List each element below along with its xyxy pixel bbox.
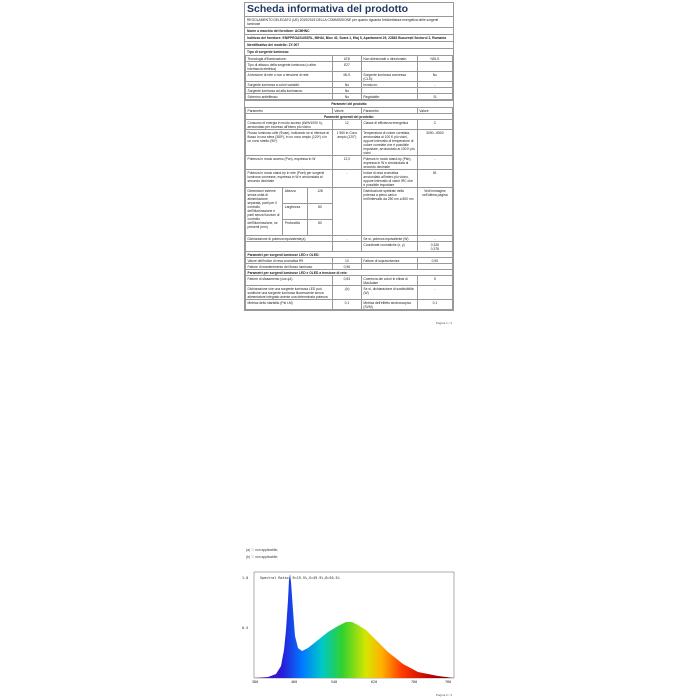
height-label: Altezza [283,188,308,204]
spec-row [246,242,453,252]
footnote-b: (b) '-': non applicabile; [246,555,279,559]
x-tick: 620 [371,680,378,684]
param-label: Potenza in modo stand-by (Psb), espressa in W e arrotondata al secondo decimale [361,156,417,170]
spd-value: Vedi immagine nell'ultima pagina [417,188,452,236]
depth-value: 80 [308,220,333,236]
param-value: - [332,170,361,188]
param-label: Tipo di attacco della sorgente luminosa (o altra interfaccia elettrica) [246,62,333,72]
sheet-body [244,16,454,311]
y-tick: 0.5 [242,626,249,630]
col-header: Valore [332,108,361,114]
param-value: 0,53 [332,276,361,286]
param-value: 0,90 [417,258,452,264]
param-label: Dichiarazione di potenza equivalente(a) [246,236,333,242]
col-header: Parametro [361,108,417,114]
param-label: Metrica dello sfarfallio (Pst LM) [246,300,333,310]
led-params-header: Parametri per sorgenti luminose LED e OLED: [246,252,453,258]
x-tick: 540 [331,680,338,684]
param-label: Involucro: [361,82,417,88]
general-params-header: Parametri generali del prodotto: [246,114,453,120]
param-label: Sorgente luminosa ad alta luminanza: [246,88,333,94]
dims-label: Dimensioni esterne senza unità di alimentazione separata, parti per il controllo dell'illuminazione e parti senza funzioni di controllo dell'illuminazione, se presenti (mm) [246,188,283,236]
x-tick: 460 [291,680,298,684]
supplier-address: Indirizzo del fornitore: ENIFPEGASUSSRL, MIHAI, Bloc 42, Scara 1, Etaj 5, Apartament 29, 22882 București Sectorul 2, Romania [245,34,453,41]
param-label [246,242,333,252]
param-label: Tecnologia d'illuminazione: [246,56,333,62]
param-label [361,62,417,72]
params-table [245,107,453,310]
spec-row [246,130,453,156]
param-value: 12 [332,120,361,130]
y-tick: 1.0 [242,576,249,580]
x-tick: 780 [445,680,452,684]
param-label: Se sì, dichiarazione di sostituibilità (W) [361,286,417,300]
param-value: - [332,236,361,242]
width-label: Larghezza [283,204,308,220]
param-label: Indice di resa cromatica arrotondato all'intero più vicino, oppure intervallo di valori IRC che è possibile impostare [361,170,417,188]
param-label: Fattore di sopravvivenza [361,258,417,264]
param-label: Potenza in modo acceso (Pon), espressa in W [246,156,333,170]
param-value: MLS [332,72,361,82]
mains-params-header: Parametri per sorgenti luminose LED e OLED a tensione di rete: [246,270,453,276]
param-label: A tensione di rete o non a tensione di rete: [246,72,333,82]
param-value: 10 [332,258,361,264]
param-label: Sorgente luminosa a colori variabili: [246,82,333,88]
params-header: Parametri del prodotto [245,100,453,107]
page-number-1: Pagina 1 / 4 [436,321,453,325]
spec-row [246,300,453,310]
param-value: 12,0 [332,156,361,170]
param-label: Coordinate cromatiche (x, y) [361,242,417,252]
col-header: Parametro [246,108,333,114]
height-value: 128 [308,188,333,204]
param-value: 1 960 in Cono ampio (120°) [332,130,361,156]
param-label: Coerenza dei colori in ellissi di MacAdam [361,276,417,286]
param-label: Classe di efficienza energetica [361,120,417,130]
footnote-a: (a) '-': non applicabile; [246,548,279,552]
spec-row [246,276,453,286]
col-header: Valore [417,108,452,114]
model-id: Identificativo del modello: ZY-007 [245,41,453,48]
param-label: Fattore di sfasamento (cos φ1) [246,276,333,286]
param-label: Regolabile: [361,94,417,100]
param-label: Metrica dell'effetto stroboscopico (SVM) [361,300,417,310]
param-value: No [417,72,452,82]
spectrum-chart [238,570,458,690]
param-value: E27 [332,62,361,72]
regulation-text: REGOLAMENTO DELEGATO (UE) 2019/2015 DELLA COMMISSIONE per quanto riguarda l'etichettatura energetica delle sorgenti luminose [245,16,453,27]
param-value: No [332,82,361,88]
param-label: Non direzionale o direzionale: [361,56,417,62]
param-value: No [332,88,361,94]
param-value: 0,1 [332,300,361,310]
param-value: 3000...6500 [417,130,452,156]
spec-row [246,156,453,170]
param-value: 0,1 [417,300,452,310]
param-value: NDLS [417,56,452,62]
param-label: Temperatura di colore correlata, arrotondata ai 100 K più vicini, oppure intervallo di temperature di colore correlate che è possibile impostare, arrotondato ai 100 K più vicini [361,130,417,156]
param-label: Fattore di mantenimento del flusso luminoso [246,264,333,270]
param-value: Sì [417,94,452,100]
product-info-sheet [244,2,454,311]
spec-row [246,62,453,72]
param-value: 5 [417,276,452,286]
param-value: - [417,236,452,242]
param-label: Schermo antiriflesso: [246,94,333,100]
param-label: Sorgente luminosa connessa (CLS): [361,72,417,82]
param-value: No [332,94,361,100]
page-number-2: Pagina 2 / 4 [436,693,453,697]
param-label: Dichiarazione che una sorgente luminosa LED può sostituire una sorgente luminosa fluorescente senza alimentatore integrato avente una determinata potenza [246,286,333,300]
param-value: 0,326 0,378 [417,242,452,252]
param-value: 81 [417,170,452,188]
param-value [332,242,361,252]
width-value: 80 [308,204,333,220]
x-tick: 700 [411,680,418,684]
param-value: -(b) [332,286,361,300]
param-value: C [417,120,452,130]
param-label: Flusso luminoso utile (Φuse), indicando se si riferisce al flusso in una sfera (360º), in un cono ampio (120º) o in un cono stretto (90º) [246,130,333,156]
param-value: 0,96 [332,264,361,270]
light-type-header: Tipo di sorgente luminosa: [245,48,453,55]
spd-label: Distribuzione spettrale della potenza a pieno carico nell'intervallo da 250 nm a 800 nm [361,188,417,236]
spectral-ratio: Spectral Ratio: R=19.5%,G=49.9%,B=30.5% [260,576,340,580]
spec-row [246,286,453,300]
param-label: Potenza in modo stand-by in rete (Pnet) per sorgenti luminose connesse, espressa in W e arrotondata al secondo decimale [246,170,333,188]
dims-row [246,188,453,204]
sheet-title: Scheda informativa del prodotto [244,2,454,16]
param-label: Valore dell'indice di resa cromatica R9 [246,258,333,264]
param-label: Consumo di energia in modo acceso (kWh/1000 h), arrotondato per eccesso all'intero più vicino [246,120,333,130]
spec-row [246,170,453,188]
spec-row [246,72,453,82]
type-table [245,55,453,100]
x-tick: 380 [252,680,259,684]
depth-label: Profondità [283,220,308,236]
spec-row [246,94,453,100]
param-value: - [417,82,452,88]
param-value: - [417,286,452,300]
spec-row [246,120,453,130]
supplier-name: Nome o marchio del fornitore: ACMHNC [245,27,453,34]
param-value: - [417,156,452,170]
param-label: Se sì, potenza equivalente (W) [361,236,417,242]
param-value [417,62,452,72]
param-value: LED [332,56,361,62]
